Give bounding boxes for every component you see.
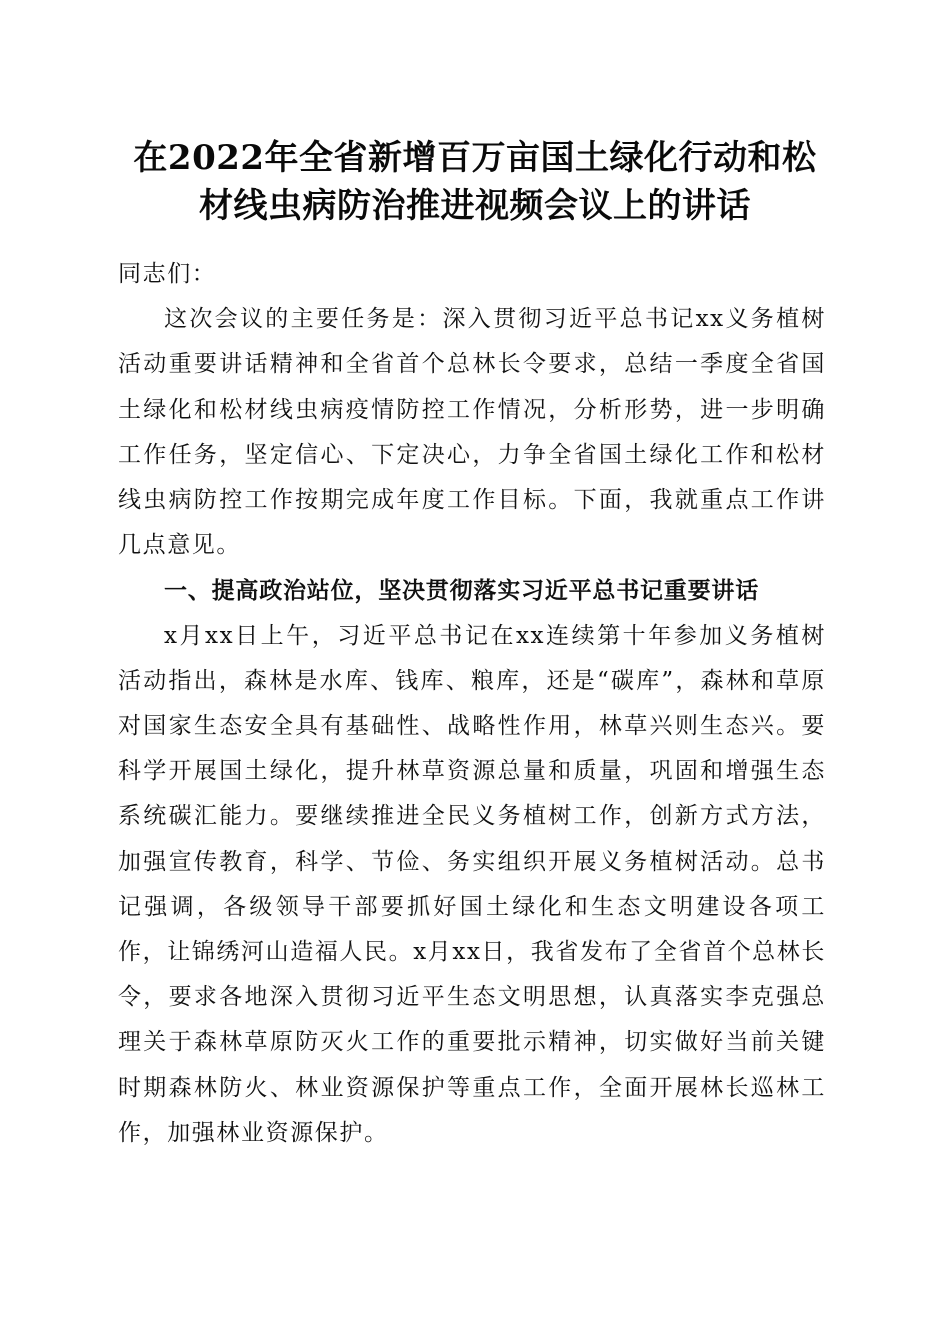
section-heading-1: 一、提高政治站位，坚决贯彻落实习近平总书记重要讲话 [164, 577, 759, 605]
document-body [118, 252, 826, 1156]
paragraph-intro: 这次会议的主要任务是：深入贯彻习近平总书记xx义务植树活动重要讲话精神和全省首个总林长令要求，总结一季度全省国土绿化和松材线虫病疫情防控工作情况，分析形势，进一步明确工作任务，坚定信心、下定决心，力争全省国土绿化工作和松材线虫病防控工作按期完成年度工作目标。下面，我就重点工作讲几点意见。 [118, 306, 826, 559]
salutation: 同志们： [118, 261, 217, 287]
paragraph-section-1: x月xx日上午，习近平总书记在xx连续第十年参加义务植树活动指出，森林是水库、钱库、粮库，还是“碳库”，森林和草原对国家生态安全具有基础性、战略性作用，林草兴则生态兴。要科学开展国土绿化，提升林草资源总量和质量，巩固和增强生态系统碳汇能力。要继续推进全民义务植树工作，创新方式方法，加强宣传教育，科学、节俭、务实组织开展义务植树活动。总书记强调，各级领导干部要抓好国土绿化和生态文明建设各项工作，让锦绣河山造福人民。x月xx日，我省发布了全省首个总林长令，要求各地深入贯彻习近平生态文明思想，认真落实李克强总理关于森林草原防灭火工作的重要批示精神，切实做好当前关键时期森林防火、林业资源保护等重点工作，全面开展林长巡林工作，加强林业资源保护。 [118, 622, 826, 1146]
title-line-1: 在2022年全省新增百万亩国土绿化行动和松 [133, 138, 817, 178]
title-line-2: 材线虫病防治推进视频会议上的讲话 [199, 186, 751, 226]
document-title [118, 134, 832, 230]
